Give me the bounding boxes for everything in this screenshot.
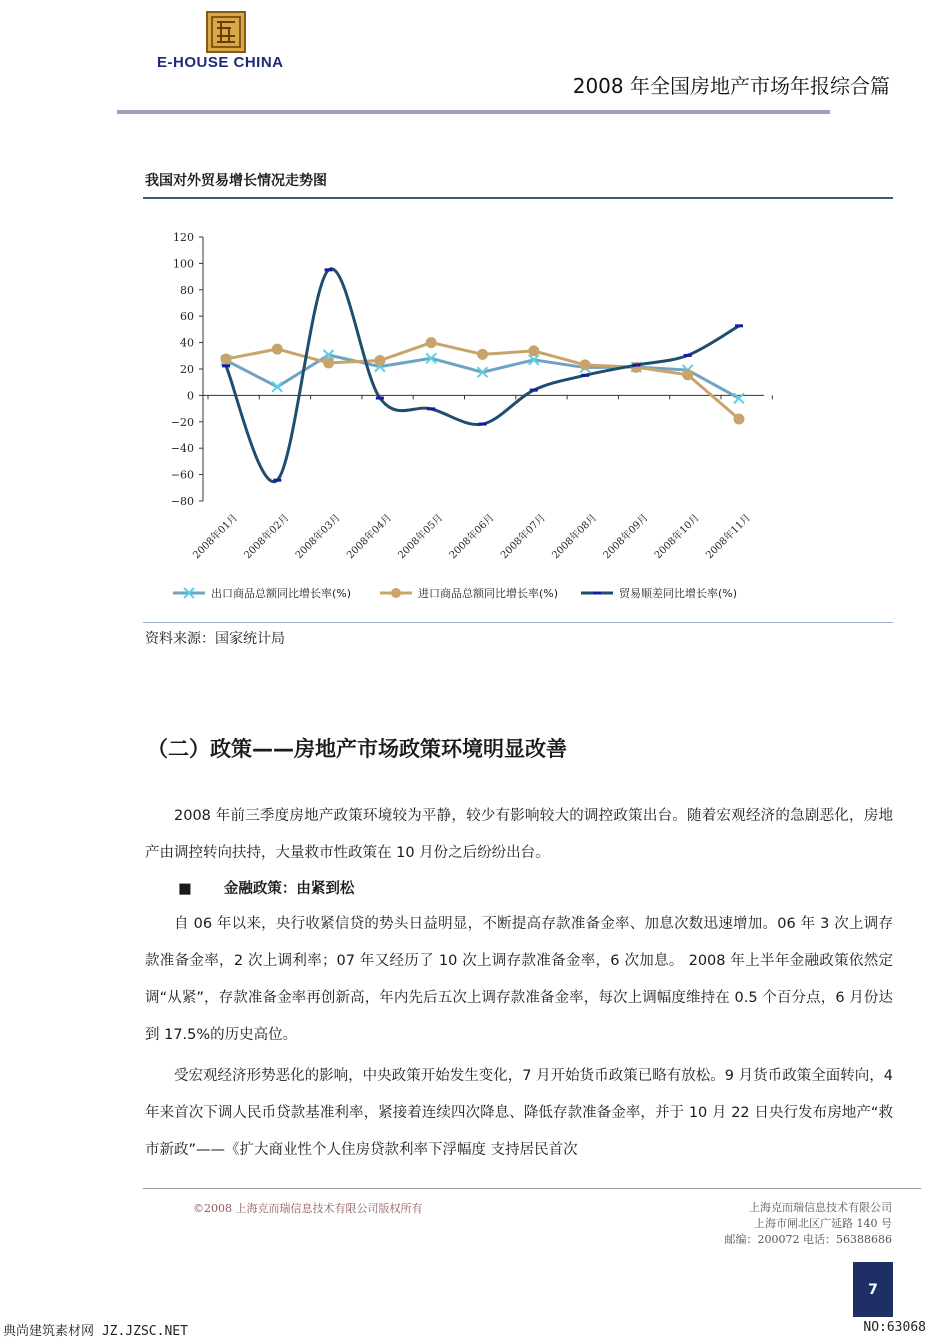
y-tick-label: 100 [173,257,194,271]
x-tick-label: 2008年02月 [242,512,292,562]
footer-address: 上海市闸北区广延路 140 号 [754,1217,892,1230]
import-data-point [323,357,334,368]
import-data-point [221,353,232,364]
section-heading: （二）政策——房地产市场政策环境明显改善 [147,737,567,761]
import-data-point [734,414,745,425]
series-line-trade-surplus [226,269,739,482]
import-data-point [426,337,437,348]
import-data-point [374,355,385,366]
legend-label: 出口商品总额同比增长率(%) [211,587,352,600]
import-data-point [272,344,283,355]
document-title: 2008 年全国房地产市场年报综合篇 [572,74,890,98]
y-tick-label: −40 [170,442,194,456]
y-tick-label: 120 [173,231,194,244]
paragraph-intro: 2008 年前三季度房地产政策环境较为平静，较少有影响较大的调控政策出台。随着宏观经济的急剧恶化，房地产由调控转向扶持，大量救市性政策在 10 月份之后纷纷出台。 [145,808,893,861]
logo-wordmark: E-HOUSE CHINA [157,54,284,71]
trade-growth-line-chart [143,205,893,620]
legend-label: 进口商品总额同比增长率(%) [418,587,559,600]
legend-label: 贸易顺差同比增长率(%) [619,587,738,600]
y-tick-label: 0 [187,389,194,403]
bullet-heading [178,877,354,898]
x-tick-label: 2008年09月 [601,512,651,562]
y-tick-label: −60 [170,468,194,482]
bullet-heading-text: 金融政策：由紧到松 [223,881,355,897]
company-logo-icon [205,10,247,54]
legend-marker-circle-icon [391,588,401,598]
watermark-left: 典尚建筑素材网 JZ.JZSC.NET [3,1324,188,1339]
paragraph-policy-shift: 受宏观经济形势恶化的影响，中央政策开始发生变化，7 月开始货币政策已略有放松。9 月货币政策全面转向，4 年来首次下调人民币贷款基准利率，紧接着连续四次降息、降低存款准备金率，并于 10 月 22 日央行发布房地产“救市新政”——《扩大商业性个人住房贷款利率下浮幅度 支持居民首次 [145,1068,893,1158]
x-tick-label: 2008年11月 [704,512,754,562]
y-tick-label: −20 [170,415,194,429]
chart-top-divider [143,197,893,199]
x-tick-label: 2008年08月 [550,512,600,562]
footer-address-block [725,1200,892,1248]
footer-company: 上海克而瑞信息技术有限公司 [749,1201,892,1214]
chart-bottom-divider [143,622,893,623]
import-data-point [580,359,591,370]
bullet-square-icon: ■ [178,881,192,897]
x-tick-label: 2008年07月 [498,512,548,562]
x-tick-label: 2008年03月 [293,512,343,562]
chart-source: 资料来源：国家统计局 [145,631,285,647]
chart-title: 我国对外贸易增长情况走势图 [145,173,327,189]
export-data-point [272,382,282,392]
y-tick-label: 60 [180,310,194,324]
y-tick-label: 40 [180,336,194,350]
x-tick-label: 2008年06月 [447,512,497,562]
y-tick-label: 20 [180,363,194,376]
footer-divider [143,1188,921,1189]
watermark-right: NO:63068 [863,1320,926,1335]
x-tick-label: 2008年04月 [345,512,395,562]
import-data-point [477,349,488,360]
footer-copyright: ©2008 上海克而瑞信息技术有限公司版权所有 [193,1202,423,1215]
y-tick-label: 80 [180,283,194,297]
x-tick-label: 2008年10月 [652,512,702,562]
x-tick-label: 2008年01月 [191,512,241,562]
footer-contact: 邮编：200072 电话：56388686 [724,1233,892,1246]
import-data-point [682,369,693,380]
import-data-point [528,345,539,356]
x-tick-label: 2008年05月 [396,512,446,562]
y-tick-label: −80 [170,495,194,508]
export-data-point [734,393,744,403]
paragraph-financial-policy: 自 06 年以来，央行收紧信贷的势头日益明显，不断提高存款准备金率、加息次数迅速增加。06 年 3 次上调存款准备金率，2 次上调利率；07 年又经历了 10 次上调存款准备金率，6 次加息。 2008 年上半年金融政策依然定调“从紧”，存款准备金率再创新高，年内先后五次上调存款准备金率，每次上调幅度维持在 0.5 个百分点，6 月份达到 17.5%的历史高位。 [145,916,893,1043]
header-divider [117,110,830,114]
page-number: 7 [853,1262,893,1317]
